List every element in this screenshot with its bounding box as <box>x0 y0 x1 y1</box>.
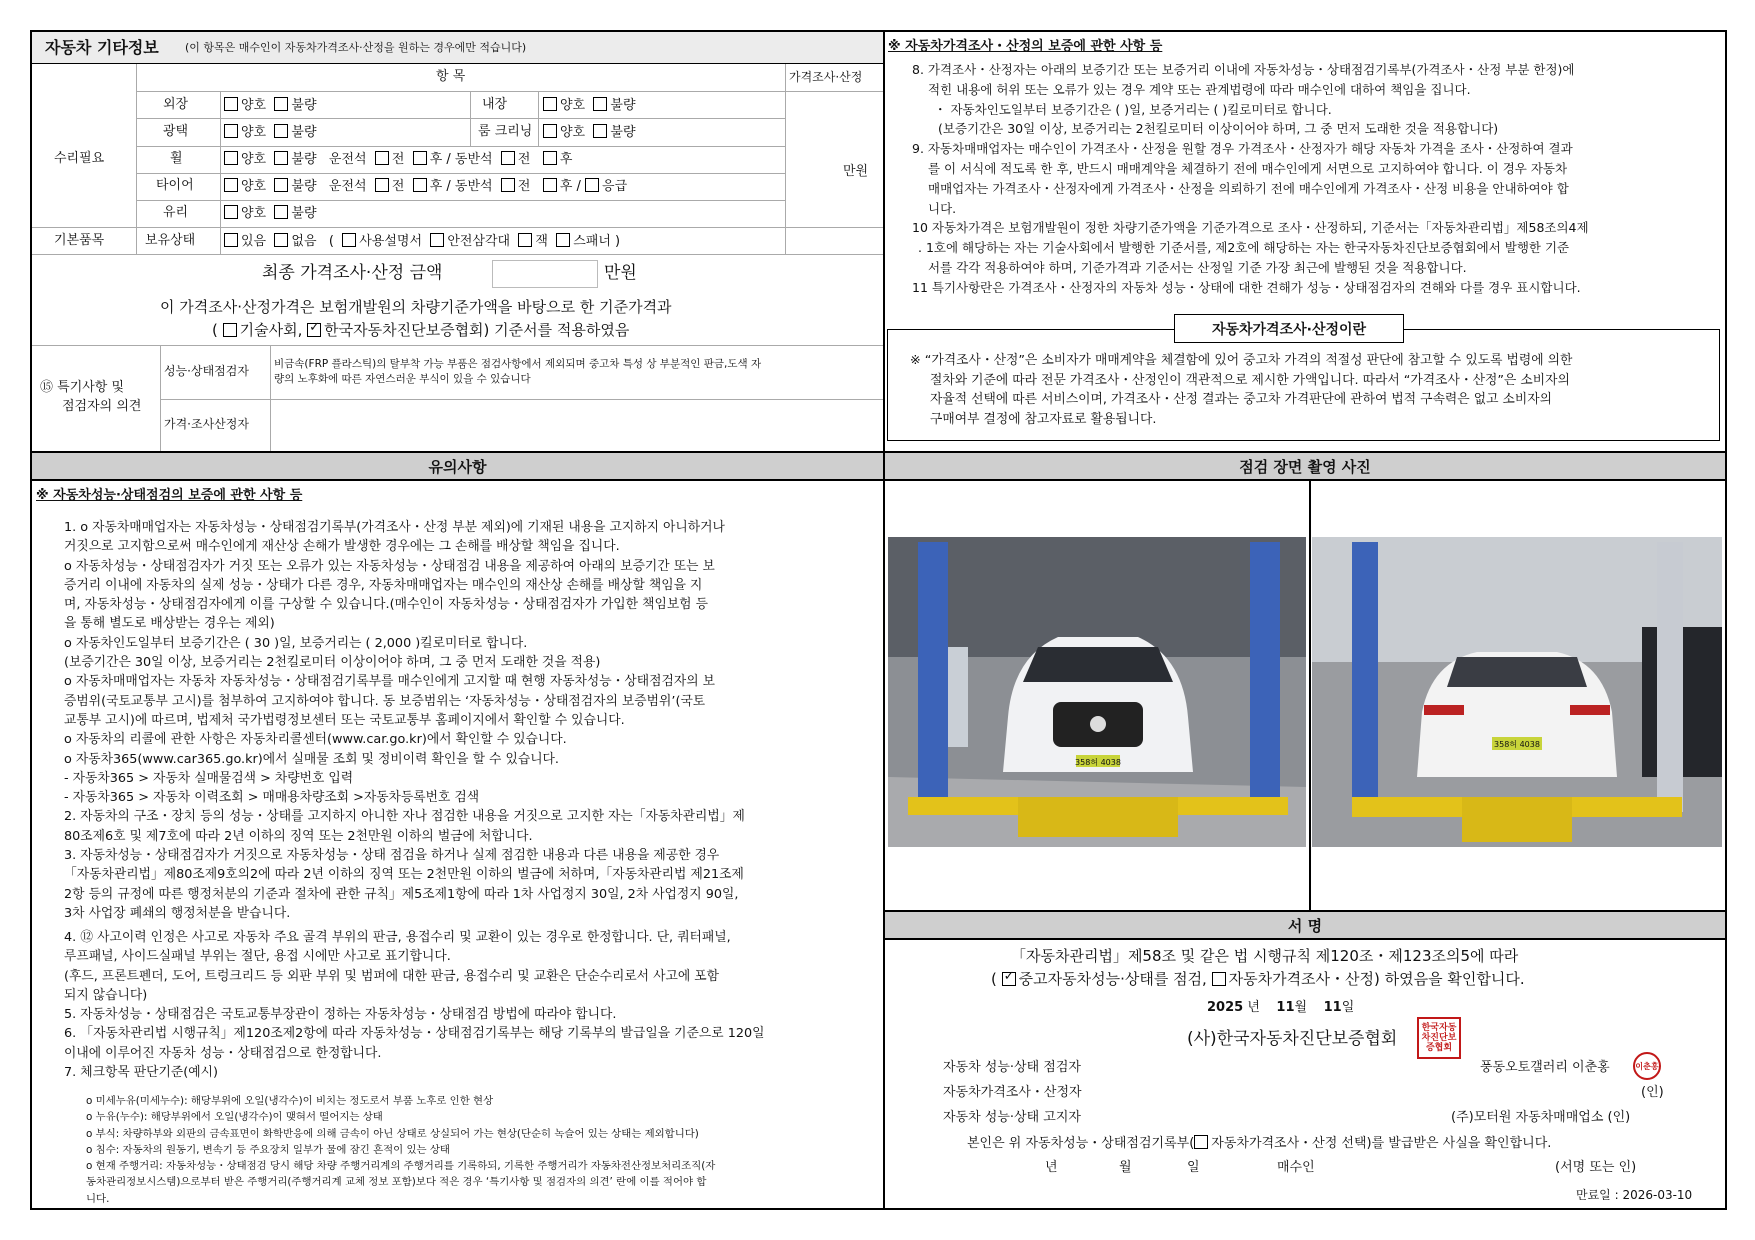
price-inspection-checkbox[interactable] <box>1212 972 1226 986</box>
criteria-line: ο 현재 주행거리: 자동차성능・상태점검 당시 해당 차량 주행거리계의 주행거리를 기록하되, 기록한 주행거리가 자동차전산정보처리조직(자 <box>86 1160 716 1173</box>
sign-header-text: 서 명 <box>1287 916 1323 935</box>
price-assessor-value: (인) <box>1641 1085 1664 1100</box>
wheel-driver-front-checkbox[interactable] <box>375 151 389 165</box>
note-line: ο 자동차인도일부터 보증기간은 ( 30 )일, 보증거리는 ( 2,000 )킬로미터로 합니다. <box>64 635 528 651</box>
perf-inspector-label: 성능·상태점검자 <box>164 364 249 378</box>
room-clean-good-checkbox[interactable] <box>543 124 557 138</box>
tire-driver-rear-checkbox[interactable] <box>413 178 427 192</box>
note-line: 증거리 이내에 자동차의 실제 성능・상태가 다른 경우, 자동차매매업자는 매수인의 재산상 손해를 배상할 책임을 지 <box>64 577 703 593</box>
interior-label: 내장 <box>482 97 508 112</box>
wheel-good-checkbox[interactable] <box>224 151 238 165</box>
inspection-photo-front <box>888 537 1306 847</box>
final-price-input[interactable] <box>492 260 598 288</box>
criteria-line: 니다. <box>86 1192 110 1205</box>
note-line: 이내에 이루어진 자동차 성능・상태점검으로 한정합니다. <box>64 1045 382 1061</box>
exterior-good-checkbox[interactable] <box>224 97 238 111</box>
sign-law-line: 「자동차관리법」제58조 및 같은 법 시행규칙 제120조・제123조의5에 따라 <box>1011 947 1519 965</box>
tire-label: 타이어 <box>156 178 194 193</box>
room-clean-options: 양호 불량 <box>543 124 636 142</box>
tire-options: 양호 불량 운전석 전 후 / 동반석 전 후 / 응급 <box>224 178 627 196</box>
polish-options: 양호 불량 <box>224 124 317 142</box>
inspector-label: 자동차 성능·상태 점검자 <box>943 1060 1081 1075</box>
tire-passenger-rear-checkbox[interactable] <box>543 178 557 192</box>
inspector-seal: 이춘홍 <box>1633 1052 1661 1080</box>
jack-checkbox[interactable] <box>518 233 532 247</box>
price-definition-text <box>910 351 1572 429</box>
note-line: - 자동차365 > 자동차 실매물검색 > 차량번호 입력 <box>64 770 354 786</box>
wp-line: 를 이 서식에 적도록 한 후, 반드시 매매계약을 체결하기 전에 매수인에게 서면으로 고지하여야 합니다. 이 경우 자동차 <box>928 160 1568 176</box>
notifier-value: (주)모터원 자동차매매업소 (인) <box>1451 1110 1631 1125</box>
note-line: (보증기간은 30일 이상, 보증거리는 2천킬로미터 이상이어야 하며, 그 중 먼저 도래한 것을 적용) <box>64 655 601 671</box>
interior-good-checkbox[interactable] <box>543 97 557 111</box>
wheel-passenger-front-checkbox[interactable] <box>501 151 515 165</box>
none-checkbox[interactable] <box>274 233 288 247</box>
buyer-sign-field[interactable]: (서명 또는 인) <box>1555 1160 1637 1175</box>
note-line: 1. ο 자동차매매업자는 자동차성능・상태점검기록부(가격조사・산정 부분 제외)에 기재된 내용을 고지하지 아니하거나 <box>64 520 725 535</box>
grid-line <box>136 173 785 174</box>
tire-emergency-checkbox[interactable] <box>585 178 599 192</box>
wheel-label: 휠 <box>170 151 183 166</box>
note-line: 3. 자동차성능・상태점검자가 거짓으로 자동차성능・상태 점검을 하거나 실제 점검한 내용과 다른 내용을 제공한 경우 <box>64 848 720 864</box>
note-line: 6. 「자동차관리법 시행규칙」제120조제2항에 따라 자동차성능・상태점검기록부는 해당 기록부의 발급일을 기준으로 120일 <box>64 1026 765 1042</box>
criteria-line: ο 부식: 차량하부와 외판의 금속표면이 화학반응에 의해 금속이 아닌 상태로 상실되어 가는 현상(단순히 녹슬어 있는 상태는 제외합니다) <box>86 1127 699 1140</box>
criteria-line: ο 미세누유(미세누수): 해당부위에 오일(냉각수)이 비치는 정도로서 부품 노후로 인한 현상 <box>86 1095 494 1107</box>
sign-header <box>885 910 1725 940</box>
buyer-day: 일 <box>1187 1160 1200 1175</box>
grid-line <box>32 254 883 255</box>
notes-text <box>64 518 745 923</box>
wp-line: (보증기간은 30일 이상, 보증거리는 2천킬로미터 이상이어야 하며, 그 중 먼저 도래한 것을 적용합니다) <box>938 121 1499 137</box>
note-line: (후드, 프론트펜더, 도어, 트렁크리드 등 외판 부위 및 범퍼에 대한 판금, 용접수리 및 교환은 단순수리로서 사고에 포함 <box>64 968 719 984</box>
interior-options: 양호 불량 <box>543 97 636 115</box>
warranty-price-text <box>912 60 1589 298</box>
criteria-line: ο 누유(누수): 해당부위에서 오일(냉각수)이 맺혀서 떨어지는 상태 <box>86 1111 383 1124</box>
buyer-label: 매수인 <box>1277 1160 1315 1175</box>
grid-line <box>136 64 137 254</box>
notes-header-text: 유의사항 <box>428 457 487 476</box>
note-line: 루프패널, 사이드실패널 부위는 절단, 용접 시에만 사고로 표기합니다. <box>64 949 451 965</box>
tire-bad-checkbox[interactable] <box>274 178 288 192</box>
glass-label: 유리 <box>163 205 189 220</box>
interior-bad-checkbox[interactable] <box>593 97 607 111</box>
note-line: ο 자동차매매업자는 자동차 자동차성능・상태점검기록부를 매수인에게 고지할 때 현행 자동차성능・상태점검자의 보 <box>64 674 716 690</box>
item-col-header: 항 목 <box>436 69 466 84</box>
tire-driver-front-checkbox[interactable] <box>375 178 389 192</box>
buyer-month: 월 <box>1119 1160 1132 1175</box>
grid-line <box>270 345 271 451</box>
other-info-title: 자동차 기타정보 <box>45 38 159 57</box>
note-line: ο 자동차성능・상태점검자가 거짓 또는 오류가 있는 자동차성능・상태점검 내용을 제공하여 아래의 보증기간 또는 보 <box>64 558 715 574</box>
note-line: 증범위(국토교통부 고시)를 첨부하여 고지하여야 합니다. 동 보증범위는 ‘자동차성능・상태점검자의 보증범위’(국토 <box>64 693 706 709</box>
center-divider <box>883 30 885 1210</box>
polish-bad-checkbox[interactable] <box>274 124 288 138</box>
glass-good-checkbox[interactable] <box>224 205 238 219</box>
pd-line: ※ “가격조사・산정”은 소비자가 매매계약을 체결함에 있어 중고차 가격의 적절성 판단에 참고할 수 있도록 법령에 의한 <box>910 353 1573 368</box>
note-line: 2항 등의 규정에 따른 행정처분의 기준과 절차에 관한 규칙」제5조제1항에 따라 1차 사업정지 30일, 2차 사업정지 90일, <box>64 886 739 902</box>
room-clean-label: 룸 크리닝 <box>478 124 533 139</box>
sign-org: (사)한국자동차진단보증협회 <box>1187 1029 1398 1049</box>
have-checkbox[interactable] <box>224 233 238 247</box>
glass-bad-checkbox[interactable] <box>274 205 288 219</box>
wp-line: 8. 가격조사・산정자는 아래의 보증기간 또는 보증거리 이내에 자동차성능・상태점검기록부(가격조사・산정 부분 한정)에 <box>912 62 1575 77</box>
grid-line <box>136 91 883 92</box>
note-line: ο 자동차의 리콜에 관한 사항은 자동차리콜센터(www.car.go.kr)에서 확인할 수 있습니다. <box>64 732 567 748</box>
note-line: 며, 자동차성능・상태점검자에게 이를 구상할 수 있습니다.(매수인이 자동차성능・상태점검자가 가입한 책임보험 등 <box>64 597 708 613</box>
wp-line: 서를 각각 적용하여야 하며, 기준가격과 기준서는 산정일 기준 가장 최근에 발행된 것을 적용합니다. <box>928 259 1467 275</box>
other-info-note: (이 항목은 매수인이 자동차가격조사·산정을 원하는 경우에만 적습니다) <box>185 41 527 54</box>
pd-line: 구매여부 결정에 참고자료로 활용됩니다. <box>930 411 1157 427</box>
price-definition-title: 자동차가격조사·산정이란 <box>1211 321 1367 338</box>
criteria-line: ο 침수: 자동차의 원동기, 변속기 등 주요장치 일부가 물에 잠긴 흔적이 있는 상태 <box>86 1143 450 1156</box>
kaida-checkbox[interactable] <box>307 323 321 337</box>
basis-line1: 이 가격조사·산정가격은 보험개발원의 차량기준가액을 바탕으로 한 기준가격과 <box>160 298 672 316</box>
note-line: 5. 자동차성능・상태점검은 국토교통부장관이 정하는 자동차성능・상태점검 방법에 따라야 합니다. <box>64 1007 617 1023</box>
manual-checkbox[interactable] <box>342 233 356 247</box>
wheel-driver-rear-checkbox[interactable] <box>413 151 427 165</box>
note-line: ο 자동차365(www.car365.go.kr)에서 실매물 조회 및 정비이력 확인을 할 수 있습니다. <box>64 751 559 767</box>
price-col-header: 가격조사·산정 <box>789 70 863 84</box>
wp-line: 니다. <box>928 200 957 216</box>
photos-header <box>885 451 1725 481</box>
note-line: 2. 자동차의 구조・장치 등의 성능・상태를 고지하지 아니한 자나 점검한 내용을 거짓으로 고지한 자는「자동차관리법」제 <box>64 809 745 825</box>
exterior-options: 양호 불량 <box>224 97 317 115</box>
wp-line: ・ 자동차인도일부터 보증기간은 ( )일, 보증거리는 ( )킬로미터로 합니다. <box>934 101 1332 117</box>
wheel-options: 양호 불량 운전석 전 후 / 동반석 전 후 <box>224 151 572 169</box>
wp-line: 9. 자동차매매업자는 매수인이 가격조사・산정을 원할 경우 가격조사・산정자가 해당 자동차 가격을 조사・산정하여 결과 <box>912 141 1573 157</box>
criteria-line: 동차관리정보시스템)으로부터 받은 주행거리(주행거리계 교체 정보 포함)보다 적은 경우 ‘특기사항 및 점검자의 의견’ 란에 이를 적어야 합 <box>86 1176 707 1189</box>
rear-plate: 358허 4038 <box>1494 740 1540 749</box>
final-price-unit: 만원 <box>604 263 637 283</box>
exterior-label: 외장 <box>163 97 189 112</box>
sign-date: 2025 년 11월 11일 <box>1207 1000 1355 1015</box>
note-line: 교통부 고시)에 따르며, 법제처 국가법령정보센터 또는 국토교통부 홈페이지에서 확인할 수 있습니다. <box>64 712 625 728</box>
note-line: 거짓으로 고지함으로써 매수인에게 재산상 손해가 발생한 경우에는 그 손해를 배상할 책임을 집니다. <box>64 539 620 555</box>
grid-line <box>32 227 883 228</box>
triangle-checkbox[interactable] <box>430 233 444 247</box>
warranty-price-title: ※ 자동차가격조사・산정의 보증에 관한 사항 등 <box>888 39 1163 54</box>
notes-text-2 <box>64 928 764 1082</box>
price-assessor-label: 자동차가격조사・산정자 <box>943 1085 1082 1100</box>
possession-options: 있음 없음 ( 사용설명서 안전삼각대 잭 스패너 ) <box>224 233 620 251</box>
wp-line: 11 특기사항란은 가격조사・산정자의 자동차 성능・상태에 대한 견해가 성능・상태점검자의 견해와 다를 경우 표시합니다. <box>912 279 1581 295</box>
note-line: 되지 않습니다) <box>64 987 148 1003</box>
possession-label: 보유상태 <box>145 233 196 248</box>
front-plate: 358허 4038 <box>1075 758 1121 767</box>
criteria-text <box>86 1093 715 1207</box>
price-unit: 만원 <box>843 164 869 179</box>
perf-opinion-line1: 비금속(FRP 플라스틱)의 탈부착 가능 부품은 점검사항에서 제외되며 중고차 특성 상 부분적인 판금,도색 자 <box>274 358 762 370</box>
perf-opinion-line2: 량의 노후화에 따른 자연스러운 부식이 있을 수 있습니다 <box>274 373 531 385</box>
wp-line: 매매업자는 가격조사・산정자에게 가격조사・산정을 의뢰하기 전에 매수인에게 가격조사・산정 비용을 안내하여야 합 <box>928 180 1569 196</box>
rear-photo-drawing <box>1312 537 1722 847</box>
org-seal: 한국자동차진단보증협회 <box>1417 1017 1461 1059</box>
inspection-photo-rear <box>1312 537 1722 847</box>
wheel-passenger-rear-checkbox[interactable] <box>543 151 557 165</box>
note-line: 3차 사업장 폐쇄의 행정처분을 받습니다. <box>64 905 291 921</box>
note-line: 을 통해 별도로 배상받는 경우는 제외) <box>64 616 275 632</box>
buyer-price-checkbox[interactable] <box>1194 1135 1208 1149</box>
notes-header <box>32 451 883 481</box>
tire-good-checkbox[interactable] <box>224 178 238 192</box>
basis-line2: ( 기술사회, ✓ 한국자동차진단보증협회) 기준서를 적용하였음 <box>212 321 629 341</box>
pd-line: 자율적 선택에 따른 서비스이며, 가격조사・산정 결과는 중고차 가격판단에 관하여 법적 구속력은 없고 소비자의 <box>930 392 1552 407</box>
repair-label: 수리필요 <box>54 151 105 166</box>
wheel-bad-checkbox[interactable] <box>274 151 288 165</box>
notifier-label: 자동차 성능·상태 고지자 <box>943 1110 1081 1125</box>
special-label-1: ⑮ 특기사항 및 <box>40 380 125 395</box>
polish-label: 광택 <box>163 124 189 139</box>
photos-header-text: 점검 장면 촬영 사진 <box>1239 457 1371 476</box>
note-line: 80조제6호 및 제7호에 따라 2년 이하의 징역 또는 2천만원 이하의 벌금에 처합니다. <box>64 828 533 844</box>
note-line: 4. ⑫ 사고이력 인정은 사고로 자동차 주요 골격 부위의 판금, 용접수리 및 교환이 있는 경우로 한정합니다. 단, 쿼터패널, <box>64 930 731 945</box>
wp-line: . 1호에 해당하는 자는 기술사회에서 발행한 기준서를, 제2호에 해당하는 자는 한국자동차진단보증협회에서 발행한 기준 <box>918 240 1570 256</box>
note-line: 7. 체크항목 판단기준(예시) <box>64 1065 218 1081</box>
tech-society-checkbox[interactable] <box>223 323 237 337</box>
expiry-date: 만료일 : 2026-03-10 <box>1576 1188 1693 1202</box>
glass-options: 양호 불량 <box>224 205 317 223</box>
pd-line: 절차와 기준에 따라 전문 가격조사・산정인이 객관적으로 제시한 가액입니다. 따라서 “가격조사・산정”은 소비자의 <box>930 372 1570 388</box>
note-line: - 자동차365 > 자동차 이력조회 > 매매용차량조회 >자동차등록번호 검색 <box>64 790 480 806</box>
photo-divider <box>1309 481 1311 910</box>
room-clean-bad-checkbox[interactable] <box>593 124 607 138</box>
grid-line <box>136 146 785 147</box>
price-inspector-label: 가격·조사산정자 <box>164 417 249 431</box>
special-label-2: 점검자의 의견 <box>62 399 142 414</box>
wp-line: 10 자동차가격은 보험개발원이 정한 차량기준가액을 기준가격으로 조사・산정하되, 기준서는「자동차관리법」제58조의4제 <box>912 220 1589 236</box>
basic-items-label: 기본품목 <box>54 233 105 248</box>
used-car-inspection-checkbox[interactable] <box>1002 972 1016 986</box>
grid-line <box>136 200 785 201</box>
spanner-checkbox[interactable] <box>556 233 570 247</box>
exterior-bad-checkbox[interactable] <box>274 97 288 111</box>
buyer-year: 년 <box>1045 1160 1058 1175</box>
grid-line <box>160 399 883 400</box>
wp-line: 적힌 내용에 허위 또는 오류가 있는 경우 계약 또는 관계법령에 따라 매수인에 대하여 책임을 집니다. <box>928 81 1471 97</box>
grid-line <box>136 118 785 119</box>
inspector-value: 풍동오토갤러리 이춘홍 <box>1480 1060 1610 1075</box>
grid-line <box>785 64 786 254</box>
grid-line <box>160 345 161 451</box>
note-line: 「자동차관리법」제80조제9호의2에 따라 2년 이하의 징역 또는 2천만원 이하의 벌금에 처하며,「자동차관리법 제21조제 <box>64 867 744 883</box>
tire-passenger-front-checkbox[interactable] <box>501 178 515 192</box>
price-definition-title-box <box>1174 314 1404 343</box>
final-price-label: 최종 가격조사·산정 금액 <box>262 263 443 283</box>
buyer-confirm: 본인은 위 자동차성능・상태점검기록부( 자동차가격조사・산정 선택)를 발급받은 사실을 확인합니다. <box>967 1136 1552 1151</box>
sign-confirm-line: ( ✓ 중고자동차성능·상태를 점검, 자동차가격조사・산정) 하였음을 확인합니다. <box>991 970 1525 990</box>
front-photo-drawing <box>888 537 1306 847</box>
polish-good-checkbox[interactable] <box>224 124 238 138</box>
notes-title: ※ 자동차성능·상태점검의 보증에 관한 사항 등 <box>36 488 303 503</box>
